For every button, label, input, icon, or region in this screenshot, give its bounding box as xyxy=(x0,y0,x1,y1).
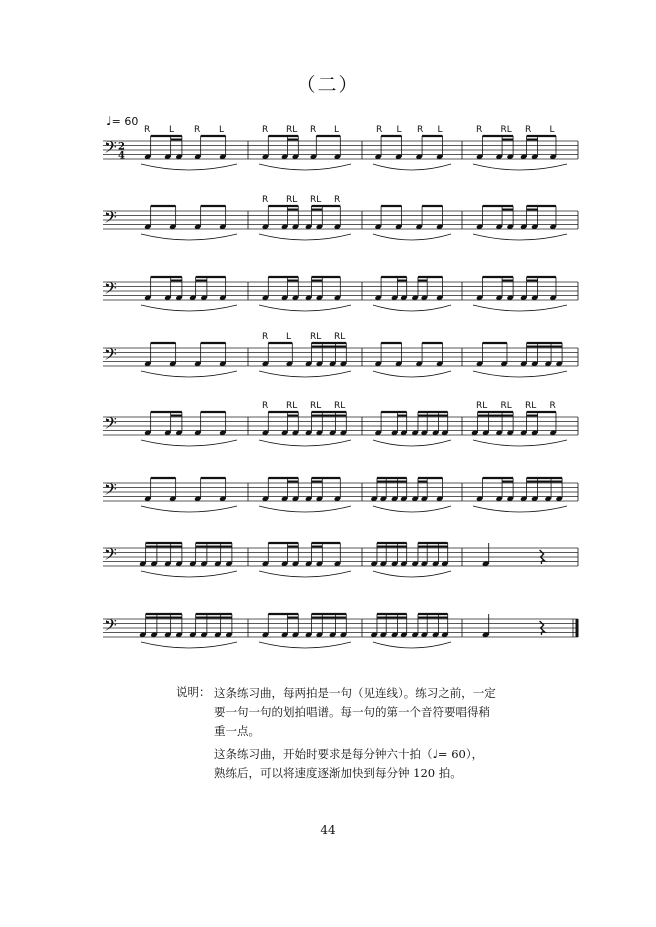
phrase-slur xyxy=(141,440,237,446)
phrase-slur xyxy=(141,642,237,648)
phrase-slur xyxy=(259,440,351,446)
sticking-label: L xyxy=(396,125,402,135)
sticking-label: RL xyxy=(500,125,512,135)
phrase-slur xyxy=(473,371,567,377)
phrase-slur xyxy=(141,506,237,512)
sticking-label: R xyxy=(334,195,341,205)
phrase-slur xyxy=(259,234,351,240)
sticking-label: RL xyxy=(286,401,298,411)
sticking-label: R xyxy=(310,125,317,135)
sticking-label: R xyxy=(525,125,532,135)
bass-clef-icon: 𝄢 xyxy=(104,207,117,231)
sticking-label: RL xyxy=(525,401,537,411)
notes-line-4: 这条练习曲，开始时要求是每分钟六十拍（♩= 60）， xyxy=(214,747,484,761)
sticking-label: R xyxy=(549,401,556,411)
sticking-label: RL xyxy=(310,401,322,411)
sticking-label: L xyxy=(334,125,340,135)
staff-row xyxy=(103,543,578,577)
time-signature-bottom: 4 xyxy=(118,150,125,162)
sticking-label: R xyxy=(194,125,201,135)
phrase-slur xyxy=(373,571,451,577)
bass-clef-icon: 𝄢 xyxy=(104,137,117,161)
staff-row xyxy=(103,206,578,240)
bass-clef-icon: 𝄢 xyxy=(104,479,117,503)
sticking-label: L xyxy=(169,125,175,135)
sticking-label: RL xyxy=(476,401,488,411)
sticking-label: RL xyxy=(286,195,298,205)
section-title: （二） xyxy=(296,74,360,96)
sticking-label: RL xyxy=(334,332,346,342)
staff-row xyxy=(103,277,578,311)
phrase-slur xyxy=(473,440,567,446)
phrase-slur xyxy=(373,642,451,648)
phrase-slur xyxy=(473,305,567,311)
tempo-value: = 60 xyxy=(111,115,139,128)
staff-row xyxy=(103,412,578,446)
phrase-slur xyxy=(259,506,351,512)
phrase-slur xyxy=(473,506,567,512)
bass-clef-icon: 𝄢 xyxy=(104,413,117,437)
page-number: 44 xyxy=(320,823,336,837)
staff-row xyxy=(103,136,578,170)
sticking-label: R xyxy=(262,125,269,135)
phrase-slur xyxy=(373,371,451,377)
sticking-label: L xyxy=(286,332,292,342)
phrase-slur xyxy=(473,234,567,240)
sticking-label: R xyxy=(476,125,483,135)
sticking-label: RL xyxy=(334,401,346,411)
phrase-slur xyxy=(473,164,567,170)
sticking-label: RL xyxy=(500,401,512,411)
bass-clef-icon: 𝄢 xyxy=(104,615,117,639)
phrase-slur xyxy=(259,371,351,377)
sticking-label: RL xyxy=(286,125,298,135)
phrase-slur xyxy=(259,164,351,170)
notes-line-3: 重一点。 xyxy=(214,724,260,738)
phrase-slur xyxy=(259,642,351,648)
staff-row xyxy=(103,343,578,377)
sticking-label: R xyxy=(262,195,269,205)
sticking-label: RL xyxy=(310,195,322,205)
explanation-notes xyxy=(176,684,596,783)
phrase-slur xyxy=(141,371,237,377)
sticking-label: L xyxy=(437,125,443,135)
sticking-label: R xyxy=(262,401,269,411)
staff-row xyxy=(103,478,578,512)
time-signature-top: 2 xyxy=(118,141,125,153)
sticking-label: R xyxy=(144,125,151,135)
sticking-label: L xyxy=(219,125,225,135)
sticking-label: R xyxy=(262,332,269,342)
bass-clef-icon: 𝄢 xyxy=(104,344,117,368)
quarter-note-icon: ♩ xyxy=(106,114,112,128)
phrase-slur xyxy=(373,164,451,170)
notes-label: 说明： xyxy=(176,685,211,699)
phrase-slur xyxy=(141,234,237,240)
phrase-slur xyxy=(373,506,451,512)
phrase-slur xyxy=(141,305,237,311)
sticking-label: R xyxy=(417,125,424,135)
staff-row xyxy=(103,614,578,648)
phrase-slur xyxy=(373,305,451,311)
phrase-slur xyxy=(373,234,451,240)
sticking-label: RL xyxy=(310,332,322,342)
notes-line-1: 这条练习曲，每两拍是一句（见连线）。练习之前，一定 xyxy=(214,686,496,700)
phrase-slur xyxy=(259,571,351,577)
bass-clef-icon: 𝄢 xyxy=(104,278,117,302)
notes-line-5: 熟练后，可以将速度逐渐加快到每分钟 120 拍。 xyxy=(214,766,462,780)
phrase-slur xyxy=(141,571,237,577)
phrase-slur xyxy=(259,305,351,311)
phrase-slur xyxy=(373,440,451,446)
bass-clef-icon: 𝄢 xyxy=(104,544,117,568)
phrase-slur xyxy=(141,164,237,170)
sticking-label: R xyxy=(376,125,383,135)
notes-line-2: 要一句一句的划拍唱谱。每一句的第一个音符要唱得稍 xyxy=(214,705,490,719)
sticking-label: L xyxy=(549,125,555,135)
